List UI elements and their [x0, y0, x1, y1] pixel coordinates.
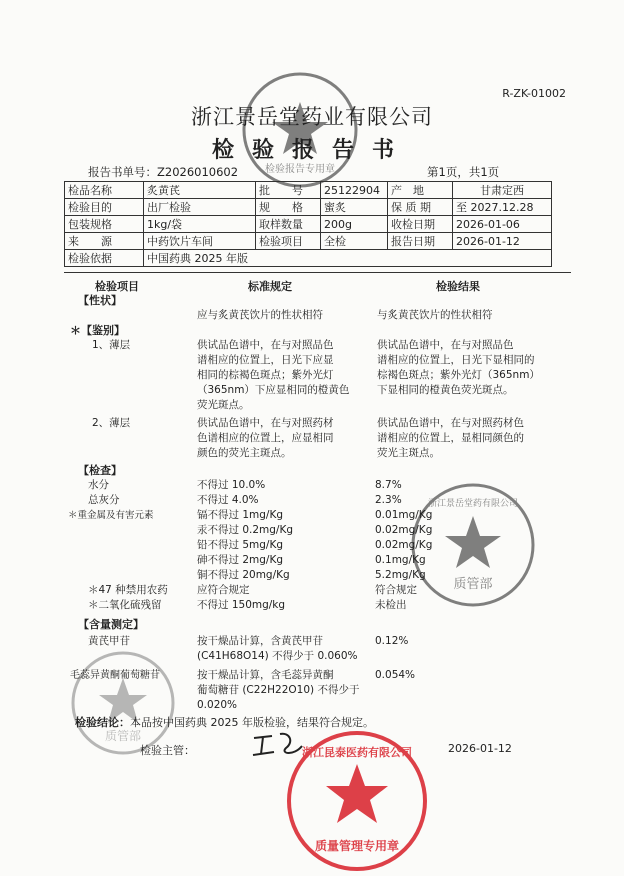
id2-name: 2、薄层 [92, 417, 131, 429]
check-standard: 砷不得过 2mg/Kg [197, 554, 283, 566]
value-basis: 中国药典 2025 年版 [144, 250, 552, 267]
label-source: 来 源 [65, 233, 144, 250]
text-line: 按干燥品计算，含毛蕊异黄酮 [197, 669, 334, 681]
assay2-name: 毛蕊异黄酮葡萄糖苷 [70, 670, 160, 681]
value-report-date: 2026-01-12 [453, 233, 552, 250]
text-line: 相同的棕褐色斑点；紫外光灯 [197, 369, 334, 381]
info-table [64, 181, 552, 267]
label-item: 检验项目 [256, 233, 321, 250]
label-basis: 检验依据 [65, 250, 144, 267]
check-standard: 铜不得过 20mg/Kg [197, 569, 290, 581]
assay2-standard [197, 668, 362, 713]
table-row [65, 233, 552, 250]
svg-text:质量管理专用章: 质量管理专用章 [314, 839, 400, 853]
check-standard: 铅不得过 5mg/Kg [197, 539, 283, 551]
check-result: 8.7% [375, 479, 402, 491]
label-spec: 规 格 [256, 199, 321, 216]
text-line: 按干燥品计算，含黄芪甲苷 [197, 635, 323, 647]
value-sample: 200g [321, 216, 388, 233]
text-line: 谱相应的位置上，显相同颜色的 [377, 432, 524, 444]
check-name: ＊二氧化硫残留 [88, 599, 162, 611]
quality-dept-stamp-right [408, 480, 538, 610]
character-result: 与炙黄芪饮片的性状相符 [377, 309, 493, 321]
quality-mgmt-red-stamp [282, 728, 432, 874]
check-name: 总灰分 [88, 494, 120, 506]
check-standard: 不得过 4.0% [197, 494, 259, 506]
label-package: 包装规格 [65, 216, 144, 233]
divider [64, 272, 571, 273]
assay1-name: 黄芪甲苷 [88, 635, 130, 647]
id1-result [377, 338, 557, 398]
check-result: 2.3% [375, 494, 402, 506]
value-product: 炙黄芪 [144, 182, 256, 199]
column-header-standard: 标准规定 [248, 280, 292, 293]
text-line: 下显相同的橙黄色荧光斑点。 [377, 384, 514, 396]
text-line: 供试品色谱中，在与对照药材 [197, 417, 334, 429]
text-line: 供试品色谱中，在与对照药材色 [377, 417, 524, 429]
assay1-standard [197, 634, 362, 664]
assay1-result: 0.12% [375, 635, 409, 647]
label-sample: 取样数量 [256, 216, 321, 233]
text-line: 谱相应的位置上，日光下应显 [197, 354, 334, 366]
check-standard: 不得过 150mg/kg [197, 599, 286, 611]
label-expiry: 保 质 期 [388, 199, 453, 216]
text-line: 供试品色谱中，在与对照品色 [197, 339, 334, 351]
label-batch: 批 号 [256, 182, 321, 199]
text-line: 颜色的荧光主斑点。 [197, 447, 292, 459]
table-row [65, 250, 552, 267]
check-result: 0.02mg/Kg [375, 524, 433, 536]
signoff-date: 2026-01-12 [448, 742, 512, 755]
check-name: ＊47 种禁用农药 [88, 584, 168, 596]
section-content: 【含量测定】 [78, 618, 144, 631]
section-check: 【检查】 [78, 464, 122, 477]
check-name: 水分 [88, 479, 109, 491]
assay2-result: 0.054% [375, 669, 416, 681]
check-result: 0.01mg/Kg [375, 509, 433, 521]
value-item: 全检 [321, 233, 388, 250]
report-number-value: Z2026010602 [157, 165, 239, 179]
table-row [65, 216, 552, 233]
company-name: 浙江景岳堂药业有限公司 [191, 105, 433, 129]
report-number [88, 164, 238, 180]
label-origin: 产 地 [388, 182, 453, 199]
value-package: 1kg/袋 [144, 216, 256, 233]
text-line: 谱相应的位置上，日光下显相同的 [377, 354, 535, 366]
value-purpose: 出厂检验 [144, 199, 256, 216]
value-source: 中药饮片车间 [144, 233, 256, 250]
svg-text:质管部: 质管部 [104, 729, 142, 743]
text-line: （365nm）下应显相同的橙黄色 [197, 384, 350, 396]
check-result: 5.2mg/Kg [375, 569, 426, 581]
check-result: 0.02mg/Kg [375, 539, 433, 551]
label-purpose: 检验目的 [65, 199, 144, 216]
column-header-item: 检验项目 [95, 280, 139, 293]
value-received: 2026-01-06 [453, 216, 552, 233]
section-identification: ＊【鉴别】 [70, 324, 125, 337]
label-product: 检品名称 [65, 182, 144, 199]
section-character: 【性状】 [78, 294, 122, 307]
check-result: 0.1mg/Kg [375, 554, 426, 566]
id2-standard [197, 416, 362, 461]
text-line: 荧光斑点。 [197, 399, 250, 411]
column-header-result: 检验结果 [436, 280, 480, 293]
text-line: 葡萄糖苷 (C22H22O10) 不得少于 [197, 684, 360, 696]
check-standard: 镉不得过 1mg/Kg [197, 509, 283, 521]
supervisor-label: 检验主管： [140, 744, 195, 757]
value-origin: 甘肃定西 [453, 182, 552, 199]
check-standard: 应符合规定 [197, 584, 250, 596]
check-name: ＊重金属及有害元素 [68, 510, 154, 521]
page-info: 第1页，共1页 [427, 165, 500, 179]
conclusion-label: 检验结论： [75, 716, 130, 729]
table-row [65, 199, 552, 216]
text-line: 荧光主斑点。 [377, 447, 440, 459]
text-line: 棕褐色斑点；紫外光灯（365nm） [377, 369, 540, 381]
text-line: 0.020% [197, 699, 238, 711]
svg-text:质管部: 质管部 [453, 577, 493, 592]
text-line: 供试品色谱中，在与对照品色 [377, 339, 514, 351]
text-line: (C41H68O14) 不得少于 0.060% [197, 650, 358, 662]
label-report-date: 报告日期 [388, 233, 453, 250]
check-result: 未检出 [375, 599, 407, 611]
report-number-label: 报告书单号： [88, 165, 157, 179]
table-row [65, 182, 552, 199]
value-expiry: 至 2027.12.28 [453, 199, 552, 216]
svg-text:检验报告专用章: 检验报告专用章 [265, 164, 335, 175]
check-standard: 汞不得过 0.2mg/Kg [197, 524, 294, 536]
quality-dept-stamp-left [68, 648, 178, 758]
value-batch: 25122904 [321, 182, 388, 199]
check-standard: 不得过 10.0% [197, 479, 266, 491]
report-title: 检验报告书 [211, 138, 412, 163]
svg-text:浙江昆泰医药有限公司: 浙江昆泰医药有限公司 [302, 746, 412, 759]
svg-text:浙江景岳堂药有限公司: 浙江景岳堂药有限公司 [427, 499, 519, 509]
label-received: 收检日期 [388, 216, 453, 233]
value-spec: 蜜炙 [321, 199, 388, 216]
check-result: 符合规定 [375, 584, 417, 596]
conclusion-text: 本品按中国药典 2025 年版检验，结果符合规定。 [130, 716, 374, 729]
id1-standard [197, 338, 362, 413]
text-line: 色谱相应的位置上，应显相同 [197, 432, 334, 444]
id1-name: 1、薄层 [92, 339, 131, 351]
document-code: R-ZK-01002 [502, 87, 566, 100]
id2-result [377, 416, 557, 461]
character-standard: 应与炙黄芪饮片的性状相符 [197, 309, 323, 321]
